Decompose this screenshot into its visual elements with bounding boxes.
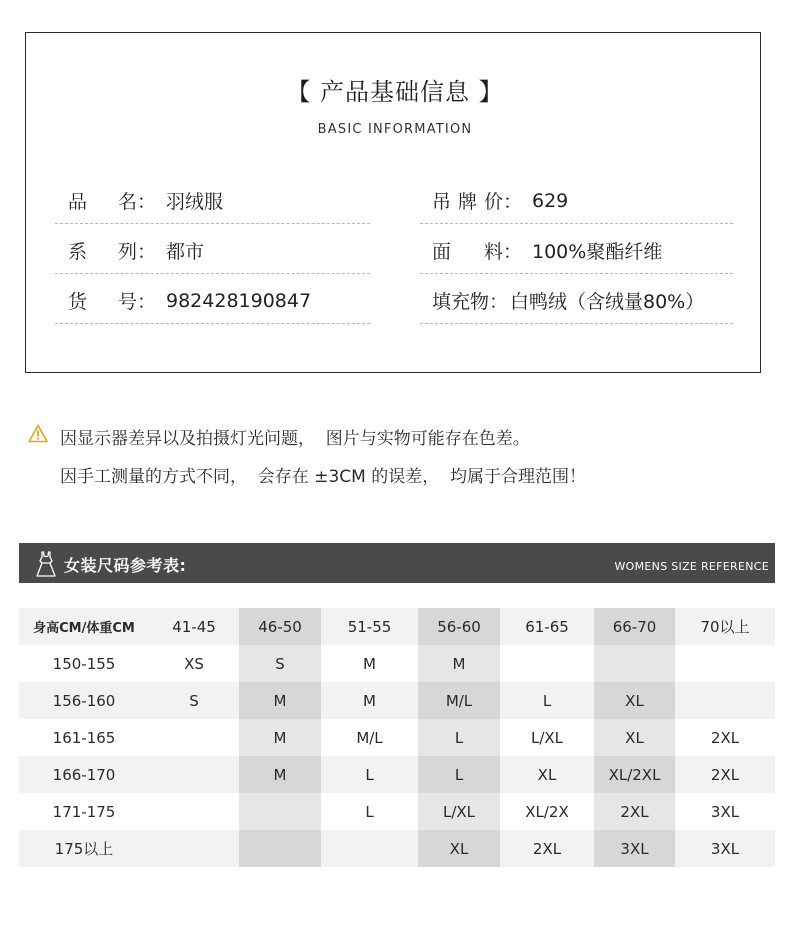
size-cell: L: [500, 682, 594, 719]
table-header-row: [19, 608, 775, 645]
size-cell: L/XL: [500, 719, 594, 756]
warning-icon: [28, 424, 48, 443]
info-label: 系 列 ：: [68, 237, 156, 264]
size-cell: [594, 645, 675, 682]
info-label: 品 名 ：: [68, 187, 156, 214]
weight-header: 46-50: [239, 608, 321, 645]
size-cell: XL: [500, 756, 594, 793]
notice-line-1: 因显示器差异以及拍摄灯光问题， 图片与实物可能存在色差。: [60, 429, 530, 449]
size-cell: XS: [149, 645, 239, 682]
info-row-item-number: [55, 278, 370, 324]
info-label-text: 品 名: [68, 191, 137, 213]
size-chart-header: [19, 543, 775, 583]
size-cell: XL/2X: [500, 793, 594, 830]
size-cell: 3XL: [675, 830, 775, 867]
size-chart-title: 女装尺码参考表:: [64, 556, 187, 575]
table-row: [19, 682, 775, 719]
size-cell: M: [239, 756, 321, 793]
size-cell: L: [418, 756, 500, 793]
info-value: 都市: [166, 241, 205, 263]
info-row-price: [420, 178, 733, 224]
info-label: 吊 牌 价 ：: [432, 187, 522, 214]
size-cell: XL: [418, 830, 500, 867]
size-cell: M/L: [418, 682, 500, 719]
weight-header: 70以上: [675, 608, 775, 645]
info-label: 货 号 ：: [68, 287, 156, 314]
size-cell: M: [239, 719, 321, 756]
info-label: 面 料 ：: [432, 237, 522, 264]
size-cell: L: [321, 756, 418, 793]
height-cell: 150-155: [19, 645, 149, 682]
height-cell: 166-170: [19, 756, 149, 793]
size-cell: [239, 793, 321, 830]
size-cell: S: [149, 682, 239, 719]
weight-header: 56-60: [418, 608, 500, 645]
dress-icon: [36, 551, 56, 577]
height-cell: 171-175: [19, 793, 149, 830]
height-cell: 175以上: [19, 830, 149, 867]
table-row: [19, 719, 775, 756]
info-value: 982428190847: [166, 289, 312, 312]
size-cell: 2XL: [594, 793, 675, 830]
weight-header: 61-65: [500, 608, 594, 645]
size-cell: M: [418, 645, 500, 682]
info-label-text: 吊 牌 价: [432, 191, 503, 213]
size-cell: 2XL: [500, 830, 594, 867]
size-cell: 2XL: [675, 756, 775, 793]
info-value: 羽绒服: [166, 191, 224, 213]
size-cell: [149, 830, 239, 867]
size-cell: 3XL: [675, 793, 775, 830]
basic-info-title: 【 产品基础信息 】: [286, 78, 504, 106]
size-cell: M: [239, 682, 321, 719]
table-row: [19, 756, 775, 793]
info-value: 白鸭绒（含绒量80%）: [510, 291, 705, 313]
height-cell: 161-165: [19, 719, 149, 756]
size-cell: M: [321, 682, 418, 719]
info-label-text: 面 料: [432, 241, 503, 263]
size-cell: L: [321, 793, 418, 830]
size-cell: M: [321, 645, 418, 682]
info-value: 100%聚酯纤维: [532, 241, 663, 263]
table-row: [19, 645, 775, 682]
table-row: [19, 830, 775, 867]
size-cell: M/L: [321, 719, 418, 756]
info-label-text: 货 号: [68, 291, 137, 313]
size-cell: L: [418, 719, 500, 756]
size-cell: XL/2XL: [594, 756, 675, 793]
size-cell: [149, 793, 239, 830]
size-cell: 2XL: [675, 719, 775, 756]
info-label-text: 填 充 物: [432, 291, 490, 313]
info-row-series: [55, 228, 370, 274]
info-label: 填 充 物 ：: [432, 287, 508, 314]
table-row: [19, 793, 775, 830]
size-cell: [239, 830, 321, 867]
notice-line-2: 因手工测量的方式不同， 会存在 ±3CM 的误差， 均属于合理范围！: [60, 467, 587, 487]
weight-header: 41-45: [149, 608, 239, 645]
weight-header: 66-70: [594, 608, 675, 645]
size-cell: XL: [594, 682, 675, 719]
weight-header: 51-55: [321, 608, 418, 645]
info-row-fabric: [420, 228, 733, 274]
info-value: 629: [532, 189, 569, 212]
size-cell: XL: [594, 719, 675, 756]
size-chart-table: [19, 608, 775, 867]
size-cell: [675, 682, 775, 719]
size-chart-title-en: WOMENS SIZE REFERENCE: [614, 560, 769, 573]
info-row-name: [55, 178, 370, 224]
size-cell: L/XL: [418, 793, 500, 830]
size-cell: S: [239, 645, 321, 682]
size-cell: [149, 756, 239, 793]
info-row-filling: [420, 278, 733, 324]
corner-label: 身高CM/体重CM: [19, 608, 149, 645]
size-cell: 3XL: [594, 830, 675, 867]
basic-info-subtitle: BASIC INFORMATION: [317, 122, 473, 137]
size-cell: [500, 645, 594, 682]
info-label-text: 系 列: [68, 241, 137, 263]
height-cell: 156-160: [19, 682, 149, 719]
size-cell: [149, 719, 239, 756]
size-cell: [321, 830, 418, 867]
size-cell: [675, 645, 775, 682]
